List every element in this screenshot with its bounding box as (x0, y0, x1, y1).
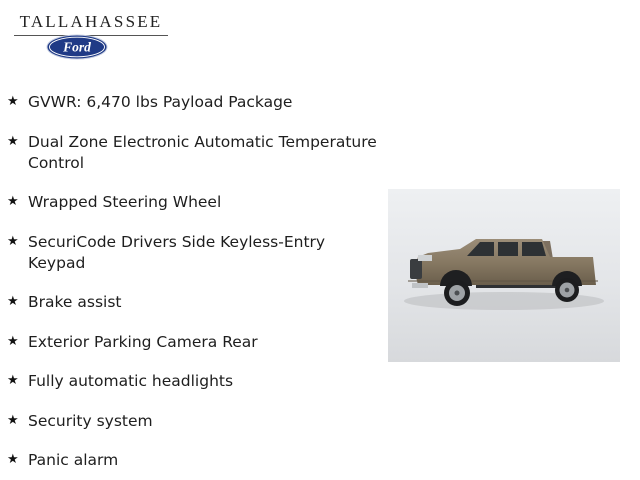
feature-text: SecuriCode Drivers Side Keyless-Entry Keypad (28, 232, 326, 272)
feature-item (7, 132, 377, 174)
star-icon: ★ (7, 452, 19, 467)
star-icon: ★ (7, 373, 19, 388)
feature-item (7, 411, 377, 432)
star-icon: ★ (7, 133, 19, 149)
feature-text: Dual Zone Electronic Automatic Temperature Control (28, 132, 377, 172)
feature-item (7, 450, 377, 471)
feature-item (7, 332, 377, 353)
feature-list (7, 92, 377, 471)
feature-item (7, 92, 377, 113)
feature-text: Brake assist (28, 293, 122, 311)
feature-item (7, 192, 377, 213)
star-icon: ★ (7, 94, 19, 109)
dealer-header (14, 12, 168, 36)
feature-item (7, 292, 377, 313)
star-icon: ★ (7, 233, 19, 249)
feature-text: Wrapped Steering Wheel (28, 193, 222, 211)
star-icon: ★ (7, 294, 19, 309)
feature-text: Fully automatic headlights (28, 372, 234, 390)
ford-logo (46, 34, 108, 60)
dealer-name: TALLAHASSEE (19, 12, 163, 31)
feature-text: Exterior Parking Camera Rear (28, 332, 258, 351)
star-icon: ★ (7, 333, 19, 349)
vehicle-photo (388, 189, 620, 362)
star-icon: ★ (7, 412, 19, 428)
ford-logo-text: Ford (63, 39, 91, 55)
star-icon: ★ (7, 194, 19, 209)
feature-item (7, 232, 377, 274)
feature-text: GVWR: 6,470 lbs Payload Package (28, 93, 293, 111)
feature-text: Security system (28, 411, 153, 430)
feature-text: Panic alarm (28, 451, 119, 469)
feature-item (7, 371, 377, 392)
